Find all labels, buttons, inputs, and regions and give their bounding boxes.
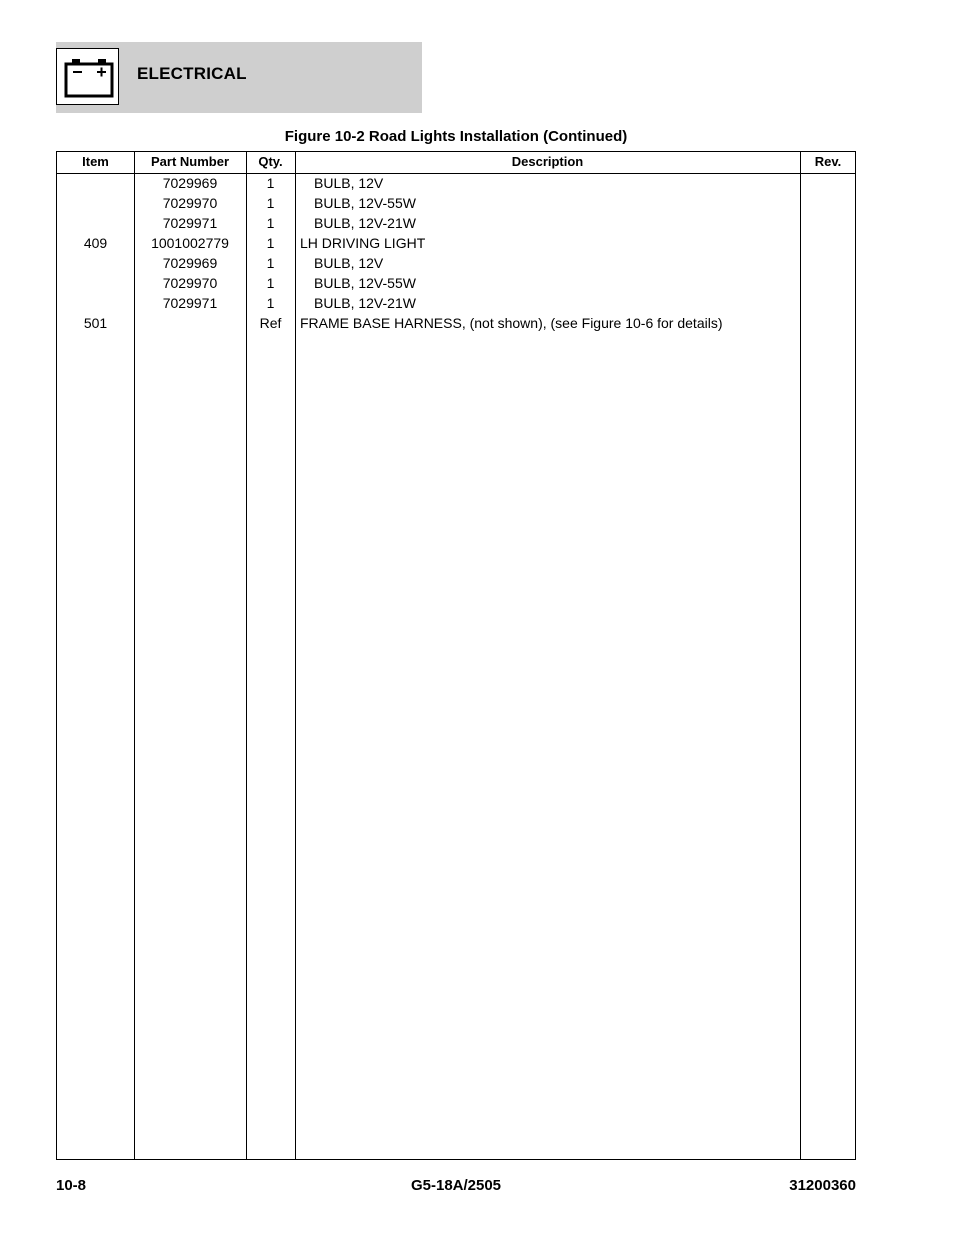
description-cell: LH DRIVING LIGHT — [300, 235, 426, 251]
part-number-cell: 7029969 — [162, 175, 218, 191]
description-cell: BULB, 12V — [314, 255, 384, 271]
table-row — [57, 173, 855, 193]
column-header-qty: Qty. — [258, 154, 283, 169]
qty-cell: 1 — [266, 275, 275, 291]
column-header-item: Item — [82, 154, 109, 169]
qty-cell: 1 — [266, 295, 275, 311]
section-title: ELECTRICAL — [137, 64, 247, 83]
column-header-description: Description — [511, 154, 584, 169]
table-row — [57, 233, 855, 253]
page-number: 10-8 — [56, 1177, 87, 1194]
description-cell: BULB, 12V-21W — [314, 215, 416, 231]
part-number-cell: 7029970 — [162, 275, 218, 291]
table-row — [57, 273, 855, 293]
description-cell: BULB, 12V-55W — [314, 275, 416, 291]
part-number-cell: 7029971 — [162, 215, 218, 231]
table-row — [57, 213, 855, 233]
figure-title: Figure 10-2 Road Lights Installation (Continued) — [284, 128, 628, 145]
description-cell: FRAME BASE HARNESS, (not shown), (see Figure 10-6 for details) — [300, 315, 723, 331]
qty-cell: 1 — [266, 175, 275, 191]
part-number-cell: 7029971 — [162, 295, 218, 311]
table-row — [57, 293, 855, 313]
battery-icon — [56, 48, 119, 105]
model-number: G5-18A/2505 — [410, 1177, 502, 1194]
table-row — [57, 313, 855, 333]
part-number-cell: 7029969 — [162, 255, 218, 271]
table-row — [57, 253, 855, 273]
item-cell: 409 — [83, 235, 108, 251]
qty-cell: 1 — [266, 255, 275, 271]
column-header-part-number: Part Number — [150, 154, 230, 169]
qty-cell: 1 — [266, 235, 275, 251]
description-cell: BULB, 12V — [314, 175, 384, 191]
parts-table — [56, 151, 856, 1160]
qty-cell: Ref — [259, 315, 282, 331]
part-number-cell: 1001002779 — [151, 235, 229, 251]
document-number: 31200360 — [789, 1177, 856, 1194]
part-number-cell: 7029970 — [162, 195, 218, 211]
description-cell: BULB, 12V-21W — [314, 295, 416, 311]
column-header-rev: Rev. — [814, 154, 842, 169]
description-cell: BULB, 12V-55W — [314, 195, 416, 211]
qty-cell: 1 — [266, 195, 275, 211]
qty-cell: 1 — [266, 215, 275, 231]
item-cell: 501 — [83, 315, 108, 331]
table-row — [57, 193, 855, 213]
